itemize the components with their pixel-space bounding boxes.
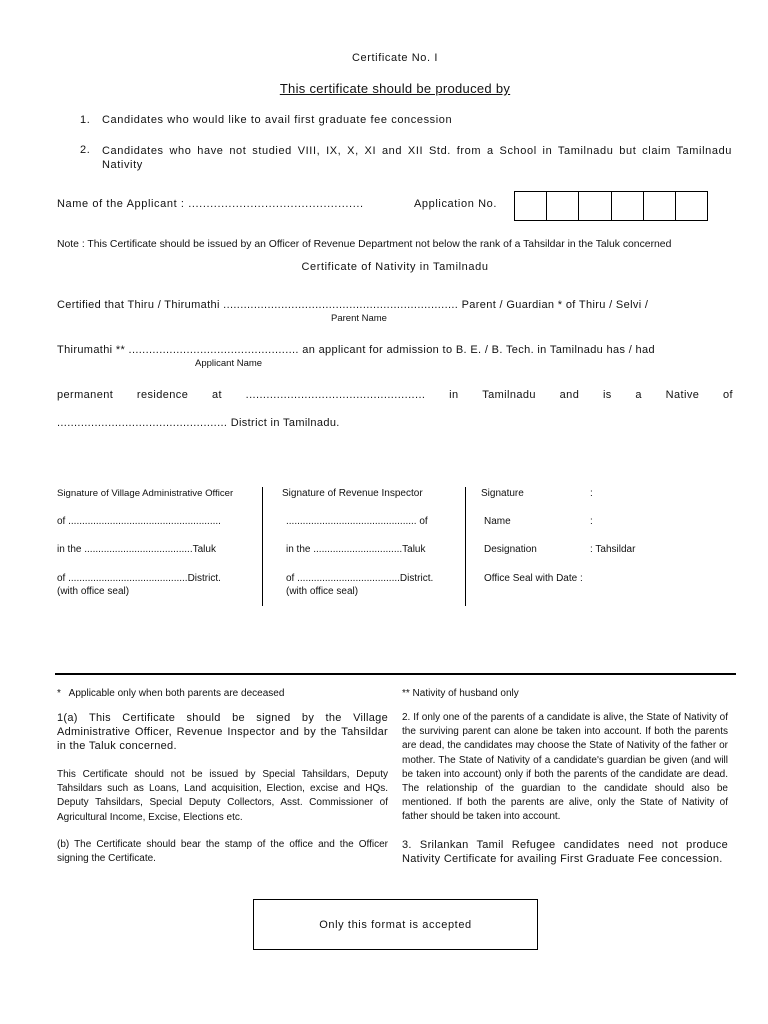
instruction-3-refugee: 3. Srilankan Tamil Refugee candidates need not produce Nativity Certificate for availing First Graduate Fee concession. — [402, 839, 728, 866]
tahsildar-signature-label: Signature — [481, 488, 524, 499]
issuing-note: Note : This Certificate should be issued by an Officer of Revenue Department not below the rank of a Tahsildar in the Taluk concerned — [57, 239, 672, 250]
condition-1-number: 1. — [80, 114, 91, 126]
vao-signature-title: Signature of Village Administrative Officer — [57, 488, 234, 499]
line3-word: .................................................... — [245, 389, 426, 401]
format-notice-box — [253, 899, 538, 950]
certified-line-4: .................................................. District in Tamilnadu. — [57, 417, 340, 429]
section-divider — [55, 673, 736, 675]
application-number-cell — [515, 192, 547, 220]
line3-word: of — [722, 389, 733, 401]
application-number-cell — [612, 192, 644, 220]
line3-word: Native — [665, 389, 700, 401]
parent-name-caption: Parent Name — [331, 313, 387, 324]
instruction-issuing-restriction: This Certificate should not be issued by Special Tahsildars, Deputy Tahsildars such as Loans, Land acquisition, Election, excise and HQs. Deputy Tahsildars, Special Deputy Collectors, Asst. Commissioner of Agricultural Income, Excise, Elections etc. — [57, 769, 388, 823]
line3-word: permanent — [57, 389, 114, 401]
vao-taluk-line: in the .......................................Taluk — [57, 544, 216, 555]
certified-line-2: Thirumathi ** .................................................. an applicant for admission to B. E. / B. Tech. in Tamilnadu has / had — [57, 344, 655, 356]
condition-1-text: Candidates who would like to avail first graduate fee concession — [102, 114, 453, 126]
tahsildar-signature-colon: : — [590, 488, 593, 499]
ri-seal-note: (with office seal) — [286, 586, 359, 597]
line3-word: residence — [136, 389, 189, 401]
certified-line-1: Certified that Thiru / Thirumathi ..................................................................... Parent / Guardian * of Thiru / Selvi / — [57, 299, 649, 311]
produced-by-heading: This certificate should be produced by — [279, 81, 511, 96]
certified-line-3 — [57, 389, 733, 401]
line3-word: is — [602, 389, 612, 401]
tahsildar-designation-label: Designation — [484, 544, 537, 555]
application-number-boxes — [514, 191, 708, 221]
ri-taluk-line: in the ................................Taluk — [286, 544, 426, 555]
column-divider — [262, 487, 263, 606]
nativity-certificate-title: Certificate of Nativity in Tamilnadu — [301, 261, 489, 273]
office-seal-label: Office Seal with Date : — [484, 573, 583, 584]
tahsildar-name-label: Name — [484, 516, 511, 527]
vao-district-line: of ...........................................District. — [57, 573, 221, 584]
ri-district-line: of .....................................District. — [286, 573, 434, 584]
instruction-1b: (b) The Certificate should bear the stamp of the office and the Officer signing the Certificate. — [57, 839, 388, 865]
column-divider — [465, 487, 466, 606]
applicant-name-label: Name of the Applicant : ................................................ — [57, 198, 364, 210]
tahsildar-name-colon: : — [590, 516, 593, 527]
condition-2-text: Candidates who have not studied VIII, IX, X, XI and XII Std. from a School in Tamilnadu but claim Tamilnadu Nativity — [102, 145, 732, 171]
footnote-double-asterisk: ** Nativity of husband only — [402, 688, 519, 699]
line3-word: at — [211, 389, 222, 401]
line3-word: and — [559, 389, 580, 401]
line3-word: Tamilnadu — [482, 389, 536, 401]
instruction-2-parents: 2. If only one of the parents of a candidate is alive, the State of Nativity of the surviving parent can alone be taken into account. If both the parents are dead, the candidates may choose the State of Nativity of the father or mother. The State of Nativity of a candidate's guardian be given (and will be taken into account) only if both the parents of the candidate are dead. The relationship of the guardian to the candidate should also be mentioned. If both the parents are alive, only the State of Nativity of father should be taken into account. — [402, 712, 728, 823]
format-notice-text: Only this format is accepted — [319, 918, 472, 931]
certificate-number: Certificate No. I — [351, 52, 438, 64]
applicant-name-caption: Applicant Name — [195, 358, 263, 369]
application-number-cell — [579, 192, 611, 220]
instruction-1a: 1(a) This Certificate should be signed by the Village Administrative Officer, Revenue Inspector and by the Tahsildar in the Taluk concerned. — [57, 712, 388, 753]
vao-of-line: of ....................................................... — [57, 516, 221, 527]
vao-seal-note: (with office seal) — [57, 586, 130, 597]
line3-word: in — [449, 389, 459, 401]
footnote-single-asterisk: * Applicable only when both parents are deceased — [57, 688, 285, 699]
application-number-cell — [676, 192, 707, 220]
line3-word: a — [635, 389, 642, 401]
application-number-cell — [644, 192, 676, 220]
ri-of-line: ............................................... of — [286, 516, 428, 527]
condition-2-number: 2. — [80, 144, 91, 156]
application-number-cell — [547, 192, 579, 220]
ri-signature-title: Signature of Revenue Inspector — [282, 488, 423, 499]
tahsildar-designation-value: : Tahsildar — [590, 544, 636, 555]
application-no-label: Application No. — [414, 198, 497, 210]
